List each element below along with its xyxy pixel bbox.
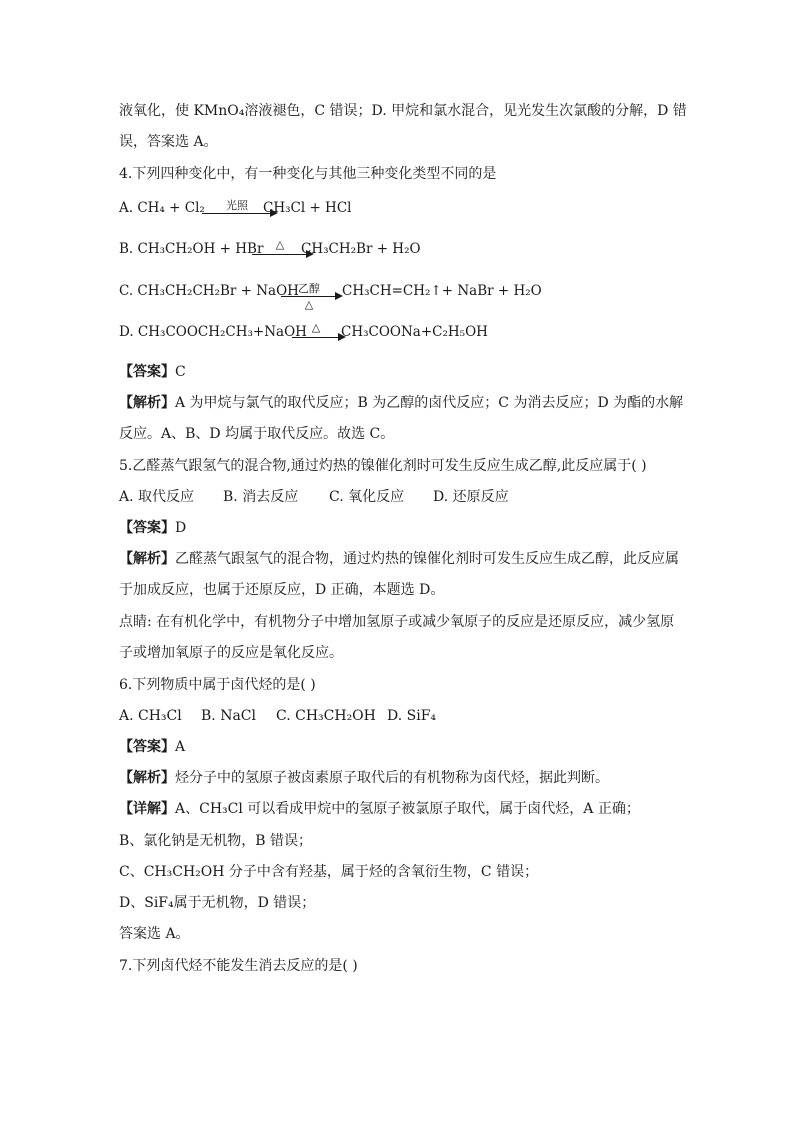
answer-label: 【答案】: [119, 520, 175, 536]
reaction-condition: △: [275, 238, 285, 251]
paragraph-line: C、CH₃CH₂OH 分子中含有羟基，属于烃的含氧衍生物，C 错误；: [119, 864, 539, 880]
answer-6: [119, 737, 185, 757]
equation-reactants: D. CH₃COOCH₂CH₃+NaOH: [119, 324, 307, 340]
answer-value: D: [175, 520, 187, 536]
analysis-text: 乙醛蒸气跟氢气的混合物，通过灼热的镍催化剂时可发生反应生成乙醇，此反应属: [175, 551, 679, 567]
paragraph-line: 于加成反应，也属于还原反应，D 正确，本题选 D。: [119, 582, 445, 598]
analysis-5: [119, 549, 679, 569]
equation-reactants: C. CH₃CH₂CH₂Br + NaOH: [119, 283, 299, 299]
q6-option-b: B. NaCl: [201, 708, 256, 724]
paragraph-line: B、氯化钠是无机物，B 错误；: [119, 833, 313, 849]
q5-option-b: B. 消去反应: [223, 489, 299, 505]
detail-label: 【详解】: [119, 801, 175, 817]
equation-products: CH₃Cl + HCl: [263, 200, 352, 216]
analysis-label: 【解析】: [119, 770, 175, 786]
answer-value: A: [175, 739, 186, 755]
q6-option-a: A. CH₃Cl: [119, 708, 182, 724]
question-7: 7.下列卤代烃不能发生消去反应的是( ): [119, 958, 358, 974]
reaction-condition: 光照: [226, 199, 248, 212]
paragraph-line: 液氧化，使 KMnO₄溶液褪色，C 错误；D. 甲烷和氯水混合，见光发生次氯酸的分解，D 错: [119, 103, 687, 119]
q6-option-d: D. SiF₄: [387, 708, 437, 724]
question-5: 5.乙醛蒸气跟氢气的混合物,通过灼热的镍催化剂时可发生反应生成乙醇,此反应属于( ): [119, 458, 647, 474]
equation-products: CH₃CH=CH₂↑+ NaBr + H₂O: [342, 283, 542, 299]
equation-products: CH₃COONa+C₂H₅OH: [341, 324, 488, 340]
question-6: 6.下列物质中属于卤代烃的是( ): [119, 677, 316, 693]
paragraph-line: D、SiF₄属于无机物，D 错误；: [119, 895, 316, 911]
answer-value: C: [175, 364, 186, 380]
reaction-condition: △: [311, 321, 321, 334]
paragraph-line: 反应。A、B、D 均属于取代反应。故选 C。: [119, 426, 395, 442]
reaction-condition-below: △: [304, 298, 314, 311]
tip-5: 点睛: 在有机化学中，有机物分子中增加氢原子或减少氧原子的反应是还原反应，减少氢原: [119, 614, 675, 630]
q5-option-d: D. 还原反应: [433, 489, 509, 505]
q5-option-c: C. 氧化反应: [329, 489, 405, 505]
reaction-arrow: [292, 321, 346, 348]
paragraph-line: 答案选 A。: [119, 926, 190, 942]
analysis-label: 【解析】: [119, 395, 175, 411]
q5-option-a: A. 取代反应: [119, 489, 195, 505]
question-4: 4.下列四种变化中，有一种变化与其他三种变化类型不同的是: [119, 166, 497, 182]
analysis-text: 烃分子中的氢原子被卤素原子取代后的有机物称为卤代烃，据此判断。: [175, 770, 609, 786]
detail-text: A、CH₃Cl 可以看成甲烷中的氢原子被氯原子取代，属于卤代烃，A 正确；: [175, 801, 640, 817]
answer-5: [119, 518, 186, 538]
equation-reactants: B. CH₃CH₂OH + HBr: [119, 241, 264, 257]
reaction-arrow: [281, 282, 343, 311]
answer-4: [119, 362, 186, 382]
detail-6: [119, 799, 640, 819]
equation-products: CH₃CH₂Br + H₂O: [301, 241, 421, 257]
answer-label: 【答案】: [119, 364, 175, 380]
answer-label: 【答案】: [119, 739, 175, 755]
paragraph-line: 误，答案选 A。: [119, 134, 218, 150]
reaction-condition: 乙醇: [298, 282, 320, 295]
equation-reactants: A. CH₄ + Cl₂: [119, 200, 205, 216]
paragraph-line: 子或增加氧原子的反应是氧化反应。: [119, 645, 343, 661]
analysis-6: [119, 768, 609, 788]
analysis-4: [119, 393, 683, 413]
q6-option-c: C. CH₃CH₂OH: [276, 708, 376, 724]
analysis-label: 【解析】: [119, 551, 175, 567]
analysis-text: A 为甲烷与氯气的取代反应；B 为乙醇的卤代反应；C 为消去反应；D 为酯的水解: [175, 395, 684, 411]
